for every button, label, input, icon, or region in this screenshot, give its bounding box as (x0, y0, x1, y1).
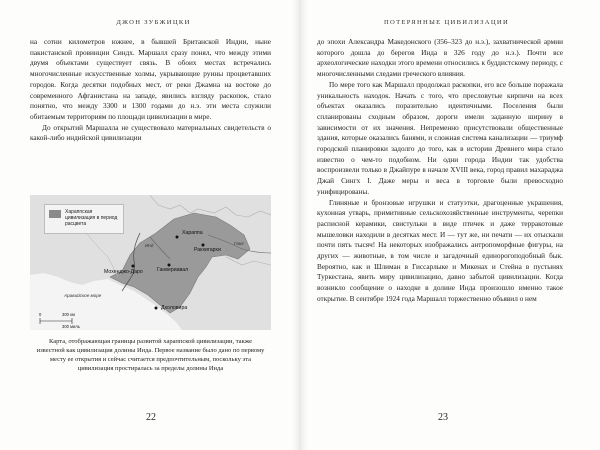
scale-label: 300 км (62, 312, 75, 317)
site-marker (176, 236, 179, 239)
running-head: ДЖОН ЗУБЖИЦКИ (116, 19, 191, 26)
legend-swatch (49, 210, 61, 218)
place-label: Ганвериавал (157, 267, 189, 273)
sea-label: Аравийское море (64, 293, 102, 298)
paragraph: до эпохи Александра Македонского (356–323 до н.э.), захватнической армии которого дошла до берегов Инда в 326 году до н.э.). Почти все археологические находки этого времени относились к буддистскому периоду, с многочисленными следами греческого влияния. (317, 38, 563, 79)
paragraph: По мере того как Маршалл продолжал раскопки, его все больше поражала уникальность находок. Начать с того, что пресловутые кирпичи на всех объектах оказались поразительно идентичными. Поселения были спланированы сходным образом, дороги имели заданную ширину в зависимости от их значения. Непременно присутствовали общественные здания, которые оказались банями, и сложная система канализации — триумф городской планировки задолго до того, как в истории Древнего мира стало известно о чем-то подобном. Ни одни города Индии так удобства воспроизвели только в Джайпуре в начале XVIII века, город правил махараджа Джай Сингх I. Даже меры и веса в торговле были превосходно унифицированы. (317, 80, 563, 196)
scale-label: 300 миль (62, 324, 80, 329)
place-label: Хараппа (182, 230, 203, 236)
left-page (0, 0, 299, 450)
scale-label: 0 (39, 312, 42, 317)
place-label: Мохенджо-Даро (104, 269, 143, 275)
paragraph: Глиняные и бронзовые игрушки и статуэтки, драгоценные украшения, кухонная утварь, примитивные сельскохозяйственные инструменты, черепки расписной керамики, свистульки в виде птичек и даже терракотовые мышеловки находили в десятках мест. И — тут же, ни печати — их отыскали почти пять тысяч! На некоторых изображались антропоморфные фигуры, на других — животные, в том числе и загадочный единорогоподобный бык. Вероятно, как и Шлиман в Гиссарлыке и Микенах и Стейна в пустынях Туркестана, явить миру цивилизацию, давно забытой цивилизации. Когда возникло сообщение о находке в долине Инда произошло именно такое открытие. В сентябре 1924 года Маршалл торжественно объявил о нем (317, 198, 563, 303)
body-text (317, 37, 563, 305)
paragraph: До открытий Маршалла не существовало материальных свидетельств о какой-либо индийской цивилизации (30, 123, 271, 143)
right-page (301, 0, 600, 450)
body-text (30, 37, 271, 144)
river-label: Инд (145, 243, 154, 248)
legend-label: Хараппская цивилизация в период расцвета (65, 209, 118, 228)
place-label: Дхоловира (161, 305, 188, 311)
place-label: Ракхигархи (194, 247, 221, 253)
page-number: 23 (438, 412, 448, 423)
map-legend (44, 204, 124, 234)
paragraph: на сотни километров южнее, в бывшей Британской Индии, ныне пакистанской провинции Синдх. Маршалл сразу понял, что между этими двумя объектами существует связь. В обоих местах встречались многочисленные искусственные холмы, укрывающие руины процветавших городов. Когда десятки подобных мест, от реки Джамна на востоке до современного Афганистана на западе, явились взгляду раскопок, стало понятно, что между 3300 и 1300 годами до н.э. эти места служили обитаемым территориям по площади цивилизации в мире. (30, 38, 271, 121)
site-marker (132, 265, 135, 268)
site-marker (155, 307, 158, 310)
running-head: ПОТЕРЯННЫЕ ЦИВИЛИЗАЦИИ (383, 19, 510, 26)
page-number: 22 (146, 412, 156, 423)
harappan-map (30, 195, 271, 330)
river-label: Ганг (234, 241, 244, 246)
map-caption: Карта, отображающая границы развитой хараппской цивилизации, также известной как цивилизация долины Инда. Первое название было дано по первому месту ее открытия и сейчас считается предпочтительным, поскольку эта цивилизация простиралась за пределы долины Инда (36, 338, 265, 373)
